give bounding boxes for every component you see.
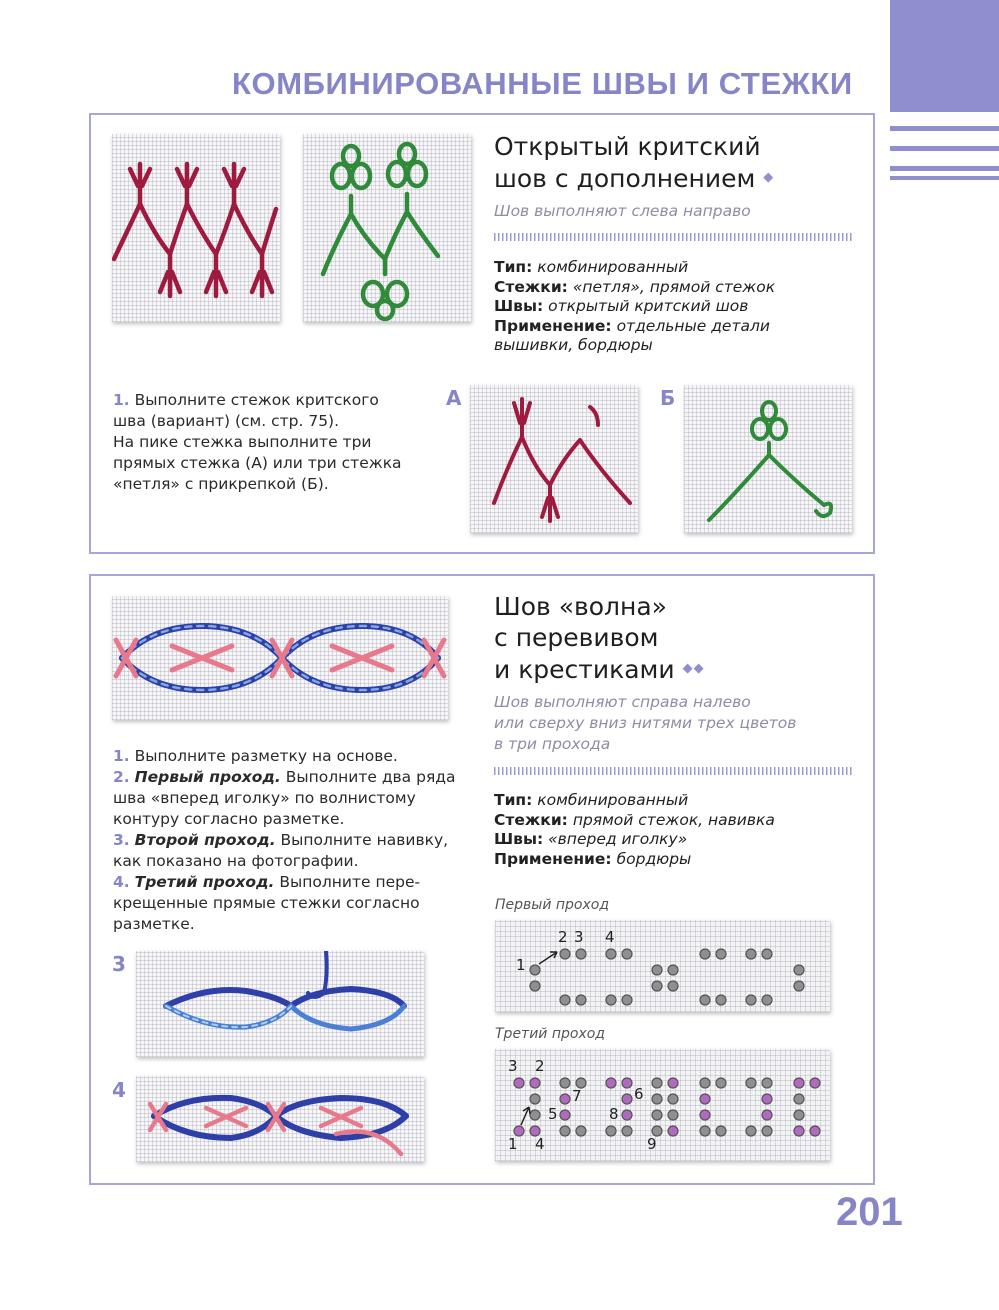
diagram1-label: 4 xyxy=(605,928,615,946)
label-a: А xyxy=(446,386,462,410)
header-tab-block xyxy=(890,0,999,112)
header-stripe xyxy=(890,176,999,180)
info-use-row: Применение: бордюры xyxy=(494,849,692,868)
info-seams-row: Швы: «вперед иголку» xyxy=(494,830,688,848)
step-2: 2. Первый проход. Выполните два ряда xyxy=(113,768,456,786)
diagram-third-pass xyxy=(495,1049,830,1161)
photo-variant-a xyxy=(470,385,638,533)
section2-title-line1: Шов «волна» xyxy=(494,592,667,621)
diagram2-label: 9 xyxy=(647,1135,657,1153)
dotted-divider xyxy=(494,767,854,775)
diagram2-label: 8 xyxy=(609,1105,619,1123)
photo-green-cretan-stitch xyxy=(303,134,471,322)
info-type-row: Тип: комбинированный xyxy=(494,258,689,276)
diagram2-label: 4 xyxy=(535,1135,545,1153)
header-stripe xyxy=(890,126,999,131)
section2-info xyxy=(494,791,775,869)
section1-info xyxy=(494,258,775,356)
diagram1-label: 1 xyxy=(516,956,526,974)
info-stitches-row: Стежки: «петля», прямой стежок xyxy=(494,277,776,296)
section2-title-line3: и крестиками xyxy=(494,655,675,684)
info-stitches-row: Стежки: прямой стежок, навивка xyxy=(494,810,775,829)
photo-variant-b xyxy=(684,385,852,533)
dotted-divider xyxy=(494,233,854,241)
page-title: КОМБИНИРОВАННЫЕ ШВЫ И СТЕЖКИ xyxy=(232,66,853,101)
diagram2-label: 2 xyxy=(535,1057,545,1075)
diagram1-label: 2 xyxy=(558,928,568,946)
diagram2-label: 1 xyxy=(508,1135,518,1153)
photo-red-cretan-stitch xyxy=(112,134,280,322)
step-3: 3. Второй проход. Выполните навивку, xyxy=(113,831,449,849)
section2-subtitle: Шов выполняют справа налево или сверху вниз нитями трех цветов в три прохода xyxy=(494,693,797,753)
difficulty-diamond-icon: ◆ xyxy=(763,170,775,185)
diagram2-label: 7 xyxy=(572,1087,582,1105)
section1-title-line2: шов с дополнением xyxy=(494,164,756,193)
header-stripe xyxy=(890,146,999,151)
header-stripe xyxy=(890,166,999,171)
photo-label-3: 3 xyxy=(112,952,126,976)
info-use-row-cont: вышивки, бордюры xyxy=(494,336,653,354)
diagram1-caption: Первый проход xyxy=(495,897,610,913)
step-1: 1. Выполните разметку на основе. xyxy=(113,747,398,765)
photo-step-3 xyxy=(136,951,424,1057)
photo-step-4 xyxy=(136,1076,424,1162)
section2-title xyxy=(494,591,705,685)
section1-subtitle: Шов выполняют слева направо xyxy=(494,202,751,220)
section1-step-1: 1. Выполните стежок критского шва (вариант) (см. стр. 75). На пике стежка выполните три прямых стежка (А) или три стежка «петля» с прикрепкой (Б). xyxy=(113,391,402,493)
diagram-first-pass xyxy=(495,920,830,1012)
photo-wave-stitch-finished xyxy=(112,596,448,720)
diagram2-label: 3 xyxy=(508,1057,518,1075)
section1-title-line1: Открытый критский xyxy=(494,132,761,161)
diagram2-caption: Третий проход xyxy=(495,1026,605,1042)
difficulty-diamond-icon: ◆◆ xyxy=(682,661,705,676)
page-number: 201 xyxy=(836,1190,903,1234)
label-b: Б xyxy=(660,386,676,410)
info-type-row: Тип: комбинированный xyxy=(494,791,689,809)
info-use-row: Применение: отдельные детали xyxy=(494,316,770,335)
diagram2-label: 6 xyxy=(634,1085,644,1103)
section2-steps: 1. Выполните разметку на основе. 2. Первый проход. Выполните два ряда шва «вперед иголку» по волнистому контуру согласно разметке. 3. Второй проход. Выполните навивку, как показано на фотографии. 4. Третий проход. Выполните пере- крещенные прямые стежки согласно разметке. xyxy=(113,747,456,933)
section1-title xyxy=(494,131,774,194)
section2-title-line2: с перевивом xyxy=(494,623,659,652)
step-4: 4. Третий проход. Выполните пере- xyxy=(113,873,421,891)
photo-label-4: 4 xyxy=(112,1078,126,1102)
diagram1-label: 3 xyxy=(574,928,584,946)
info-seams-row: Швы: открытый критский шов xyxy=(494,297,749,315)
diagram2-label: 5 xyxy=(548,1105,558,1123)
